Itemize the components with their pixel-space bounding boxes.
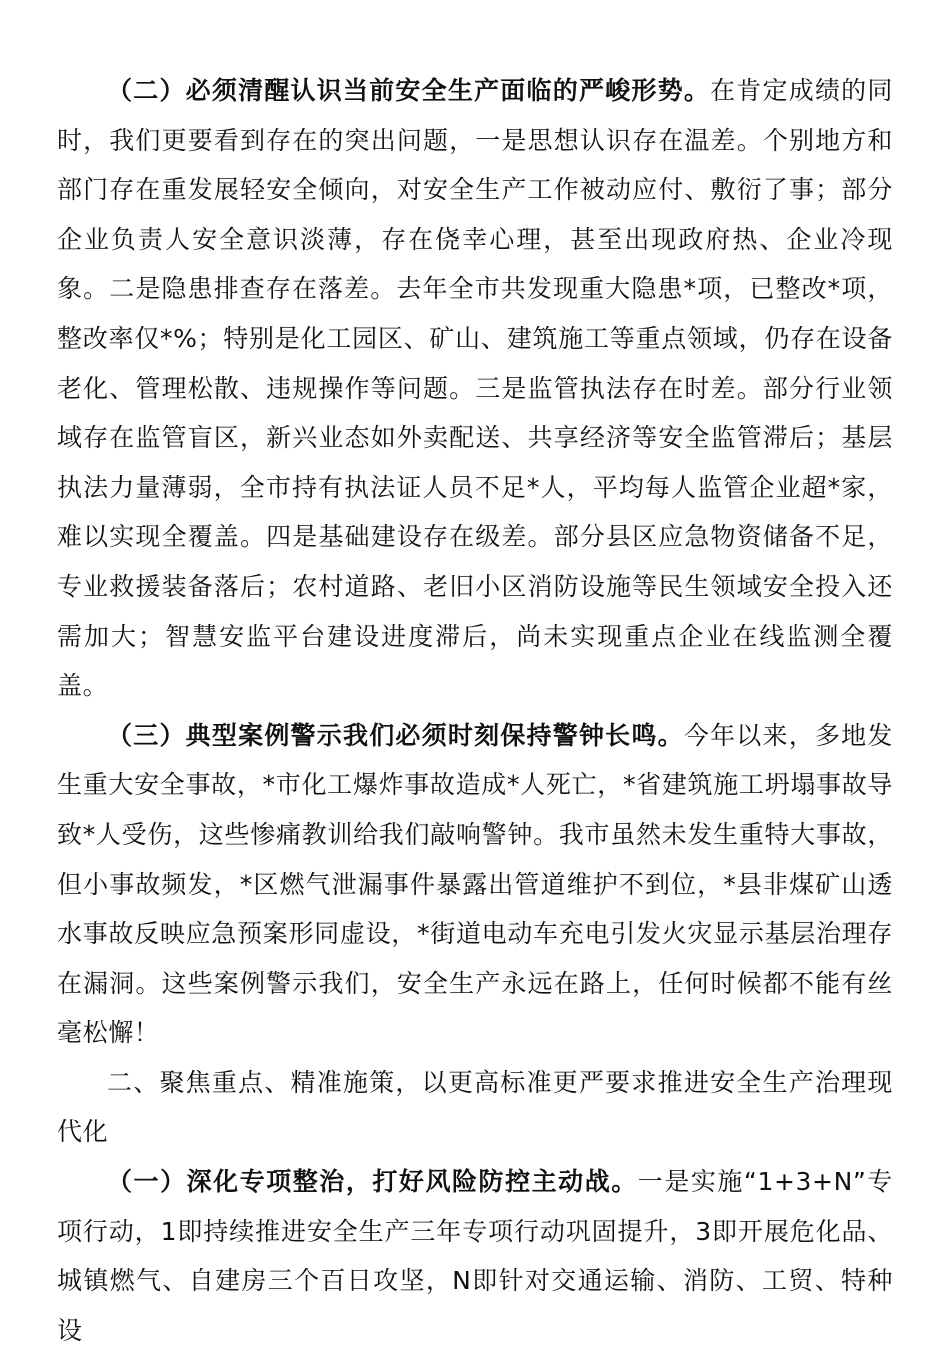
document-page: [57, 66, 893, 1355]
paragraph-serious-situation: [57, 66, 893, 711]
paragraph-body: 在肯定成绩的同时，我们更要看到存在的突出问题，一是思想认识存在温差。个别地方和部门存在重发展轻安全倾向，对安全生产工作被动应付、敷衍了事；部分企业负责人安全意识淡薄，存在侥幸心理，甚至出现政府热、企业冷现象。二是隐患排查存在落差。去年全市共发现重大隐患*项，已整改*项，整改率仅*%；特别是化工园区、矿山、建筑施工等重点领域，仍存在设备老化、管理松散、违规操作等问题。三是监管执法存在时差。部分行业领域存在监管盲区，新兴业态如外卖配送、共享经济等安全监管滞后；基层执法力量薄弱，全市持有执法证人员不足*人，平均每人监管企业超*家，难以实现全覆盖。四是基础建设存在级差。部分县区应急物资储备不足，专业救援装备落后；农村道路、老旧小区消防设施等民生领域安全投入还需加大；智慧安监平台建设进度滞后，尚未实现重点企业在线监测全覆盖。: [57, 76, 893, 701]
paragraph-body: 一是实施“1+3+N”专项行动，1即持续推进安全生产三年专项行动巩固提升，3即开展危化品、城镇燃气、自建房三个百日攻坚，N即针对交通运输、消防、工贸、特种设: [57, 1167, 893, 1345]
paragraph-heading: （二）必须清醒认识当前安全生产面临的严峻形势。: [107, 76, 711, 105]
paragraph-body: 今年以来，多地发生重大安全事故，*市化工爆炸事故造成*人死亡，*省建筑施工坍塌事故导致*人受伤，这些惨痛教训给我们敲响警钟。我市虽然未发生重特大事故，但小事故频发，*区燃气泄漏事件暴露出管道维护不到位，*县非煤矿山透水事故反映应急预案形同虚设，*街道电动车充电引发火灾显示基层治理存在漏洞。这些案例警示我们，安全生产永远在路上，任何时候都不能有丝毫松懈！: [57, 720, 894, 1048]
section-heading: 二、聚焦重点、精准施策，以更高标准更严要求推进安全生产治理现代化: [57, 1067, 893, 1147]
paragraph-typical-cases: [57, 711, 893, 1058]
paragraph-heading: （三）典型案例警示我们必须时刻保持警钟长鸣。: [107, 720, 684, 750]
paragraph-special-rectification: [57, 1157, 893, 1355]
paragraph-heading: （一）深化专项整治，打好风险防控主动战。: [107, 1167, 638, 1197]
